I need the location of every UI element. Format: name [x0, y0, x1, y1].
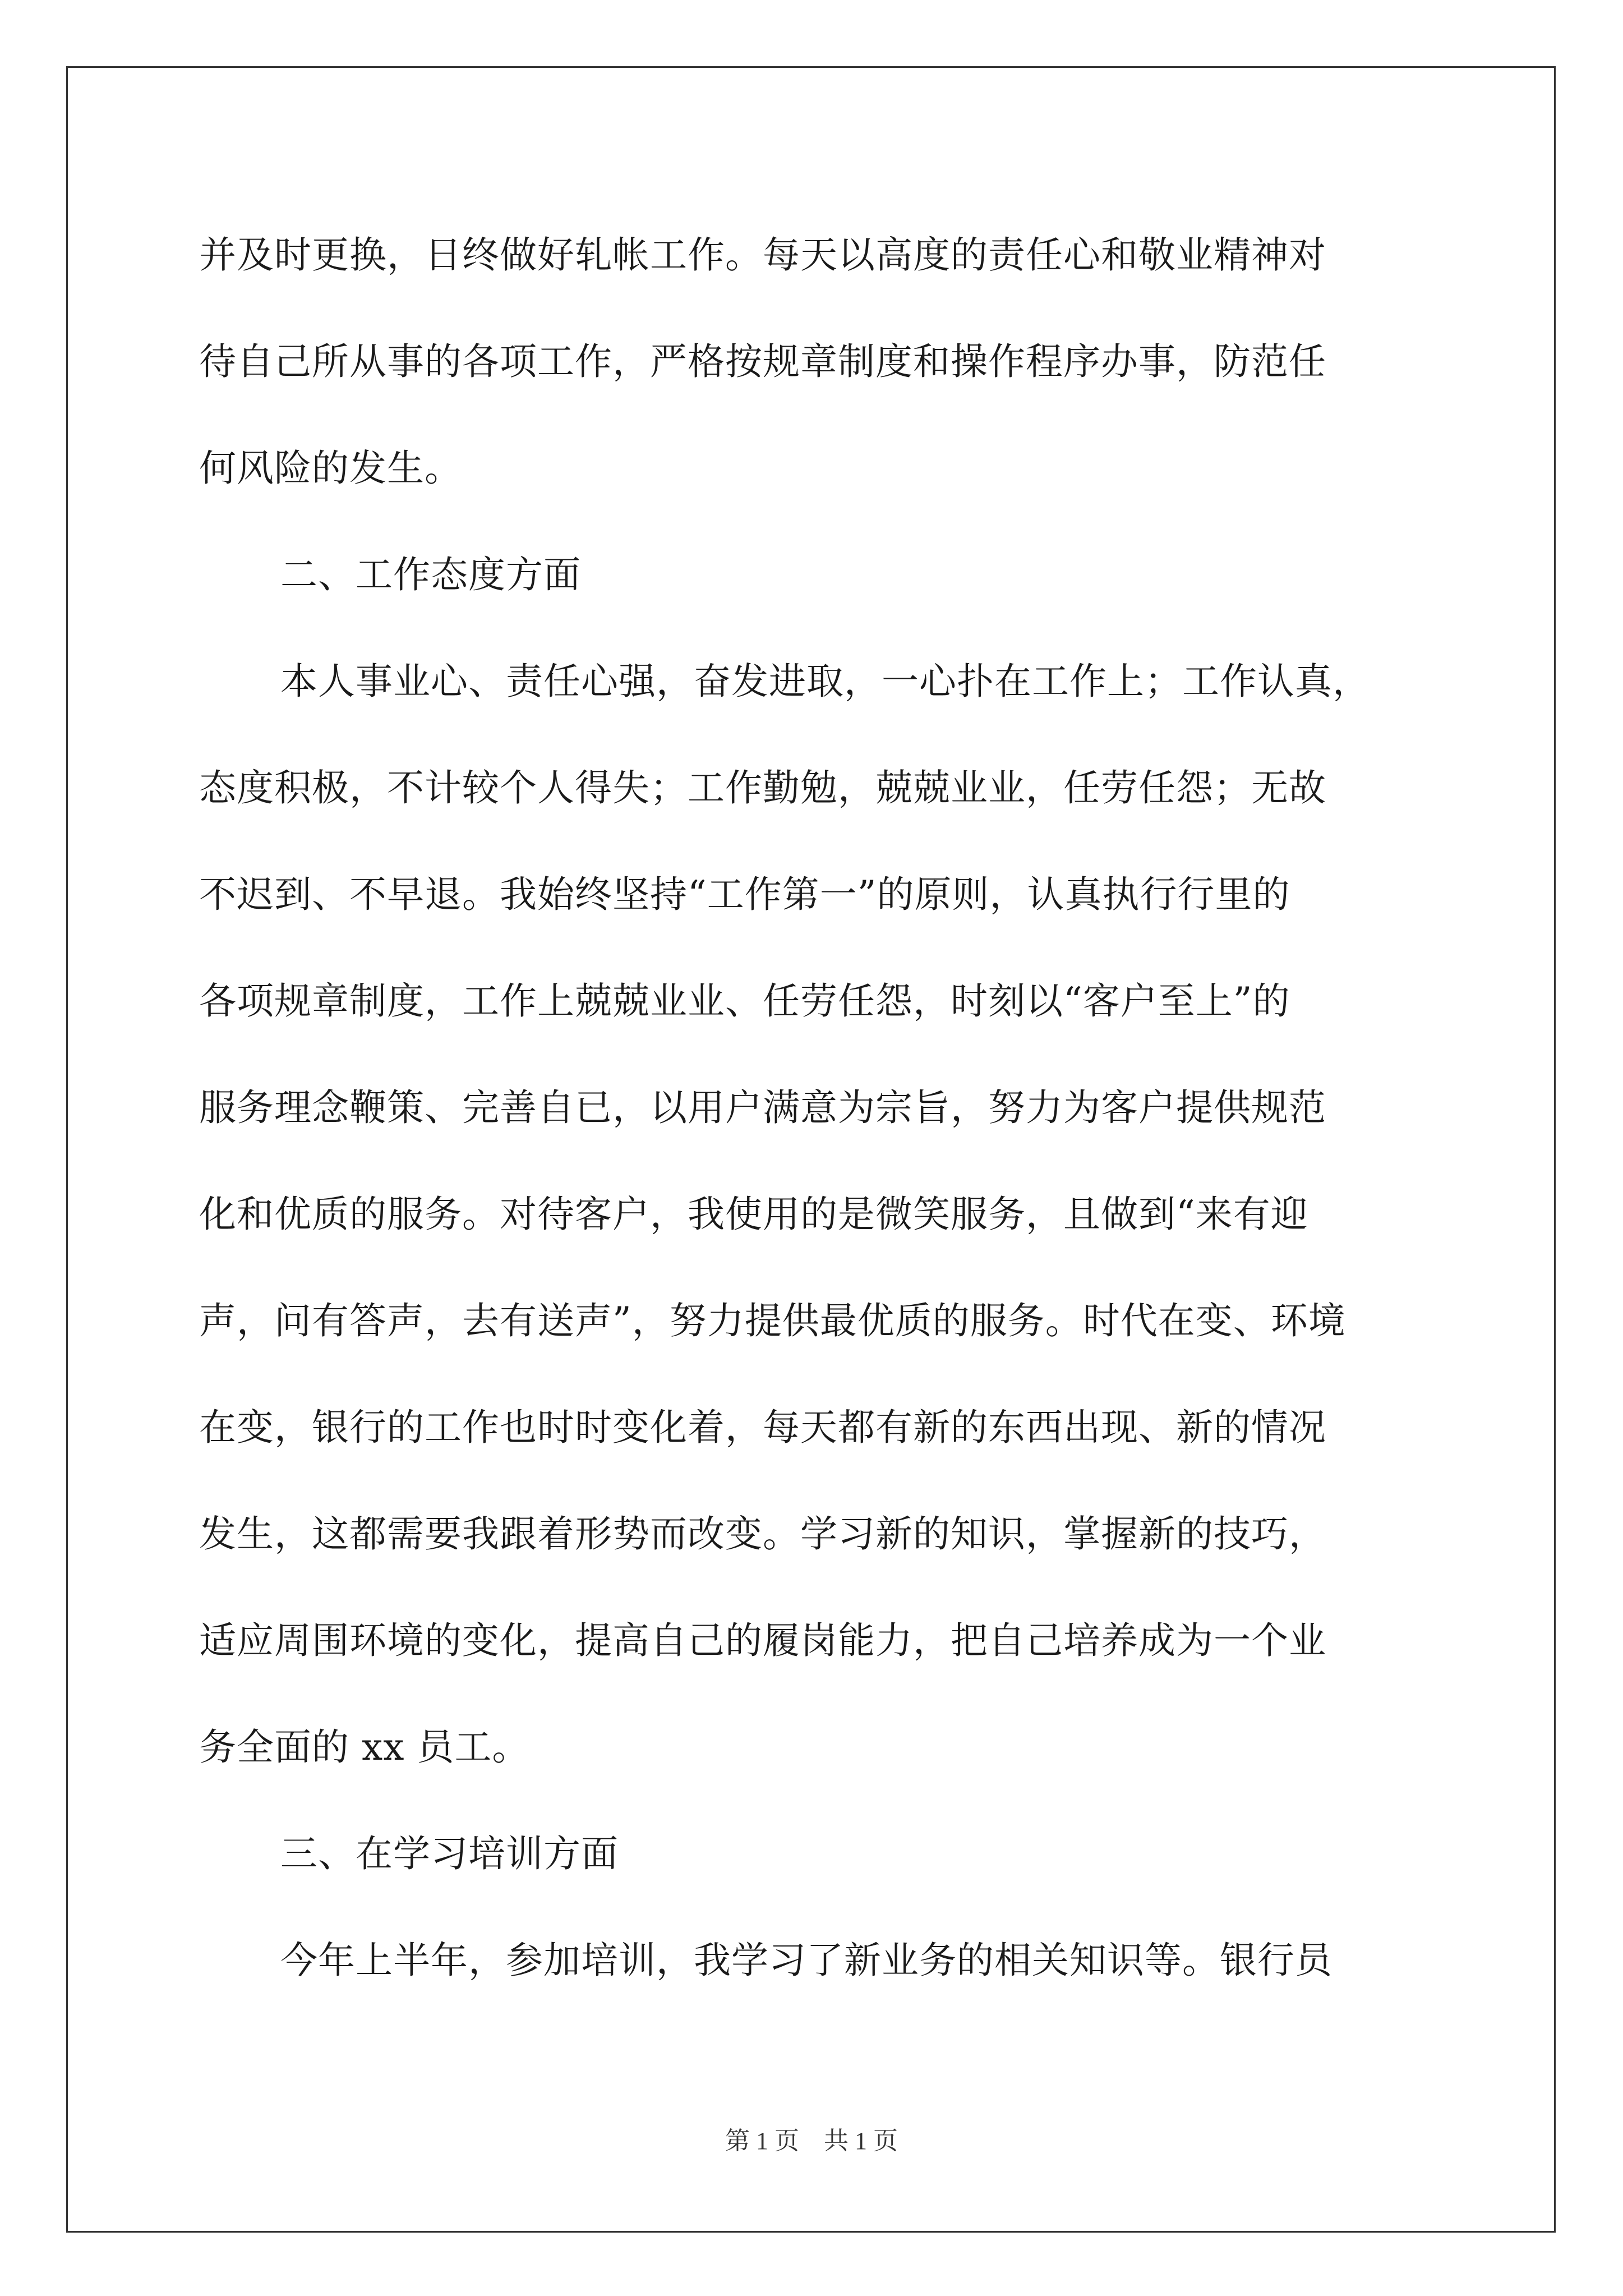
- text-line-6: 态度积极，不计较个人得失；工作勤勉，兢兢业业，任劳任怨；无故: [199, 766, 1326, 809]
- text-line-12: 在变，银行的工作也时时变化着，每天都有新的东西出现、新的情况: [199, 1406, 1326, 1449]
- text-line-2: 待自己所从事的各项工作，严格按规章制度和操作程序办事，防范任: [199, 340, 1326, 383]
- text-line-17: 今年上半年，参加培训，我学习了新业务的相关知识等。银行员: [280, 1939, 1332, 1982]
- text-line-8: 各项规章制度，工作上兢兢业业、任劳任怨，时刻以“客户至上”的: [199, 979, 1290, 1023]
- text-line-1: 并及时更换，日终做好轧帐工作。每天以高度的责任心和敬业精神对: [199, 233, 1326, 277]
- text-line-11: 声，问有答声，去有送声”，努力提供最优质的服务。时代在变、环境: [199, 1299, 1346, 1342]
- text-line-14: 适应周围环境的变化，提高自己的履岗能力，把自己培养成为一个业: [199, 1619, 1326, 1662]
- document-body: [199, 202, 1438, 2014]
- text-line-3: 何风险的发生。: [199, 447, 462, 490]
- section-heading-work-attitude: 二、工作态度方面: [280, 553, 581, 596]
- text-line-7: 不迟到、不早退。我始终坚持“工作第一”的原则，认真执行行里的: [199, 873, 1290, 916]
- text-line-5: 本人事业心、责任心强，奋发进取，一心扑在工作上；工作认真，: [280, 660, 1370, 703]
- text-line-15: 务全面的 xx 员工。: [199, 1726, 530, 1769]
- section-heading-training: 三、在学习培训方面: [280, 1832, 619, 1875]
- text-line-9: 服务理念鞭策、完善自已，以用户满意为宗旨，努力为客户提供规范: [199, 1086, 1326, 1129]
- page-number-footer: 第 1 页 共 1 页: [725, 2127, 898, 2155]
- text-line-13: 发生，这都需要我跟着形势而改变。学习新的知识，掌握新的技巧，: [199, 1512, 1326, 1556]
- text-line-10: 化和优质的服务。对待客户，我使用的是微笑服务，且做到“来有迎: [199, 1193, 1308, 1236]
